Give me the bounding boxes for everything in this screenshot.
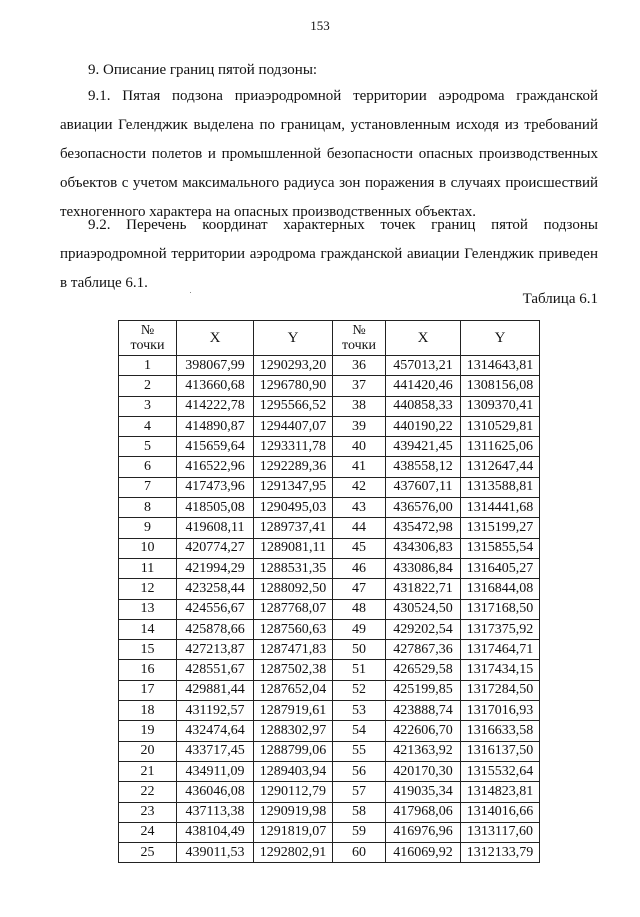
cell-y: 1296780,90 [254, 376, 333, 396]
header-point-word-2: точки [342, 338, 376, 353]
cell-point-number-2: 37 [333, 376, 386, 396]
cell-y: 1287919,61 [254, 701, 333, 721]
cell-point-number-2: 53 [333, 701, 386, 721]
cell-y-2: 1317464,71 [461, 640, 540, 660]
table-row [119, 640, 540, 660]
cell-x-2: 429202,54 [386, 619, 461, 639]
cell-y-2: 1313117,60 [461, 822, 540, 842]
table-header-row [119, 321, 540, 356]
cell-point-number: 1 [119, 356, 177, 376]
cell-x-2: 419035,34 [386, 782, 461, 802]
header-number-sign: № [140, 323, 155, 338]
cell-y: 1290919,98 [254, 802, 333, 822]
cell-x: 436046,08 [177, 782, 254, 802]
scan-speck [190, 292, 191, 293]
table-row [119, 599, 540, 619]
cell-point-number-2: 60 [333, 843, 386, 863]
cell-x-2: 422606,70 [386, 721, 461, 741]
cell-y: 1288799,06 [254, 741, 333, 761]
cell-point-number-2: 46 [333, 558, 386, 578]
cell-point-number-2: 54 [333, 721, 386, 741]
cell-x: 425878,66 [177, 619, 254, 639]
cell-y-2: 1317375,92 [461, 619, 540, 639]
cell-point-number: 6 [119, 457, 177, 477]
cell-point-number-2: 55 [333, 741, 386, 761]
cell-x: 427213,87 [177, 640, 254, 660]
cell-point-number: 5 [119, 437, 177, 457]
cell-x: 414222,78 [177, 396, 254, 416]
table-row [119, 741, 540, 761]
coordinates-table-body [119, 356, 540, 863]
cell-y: 1289403,94 [254, 761, 333, 781]
cell-point-number-2: 49 [333, 619, 386, 639]
cell-y: 1289737,41 [254, 518, 333, 538]
cell-x-2: 421363,92 [386, 741, 461, 761]
cell-x-2: 439421,45 [386, 437, 461, 457]
cell-y: 1287502,38 [254, 660, 333, 680]
table-row [119, 579, 540, 599]
cell-y-2: 1316633,58 [461, 721, 540, 741]
cell-x-2: 437607,11 [386, 477, 461, 497]
table-row [119, 782, 540, 802]
cell-x-2: 436576,00 [386, 498, 461, 518]
cell-y-2: 1317434,15 [461, 660, 540, 680]
table-row [119, 680, 540, 700]
section-heading: 9. Описание границ пятой подзоны: [88, 62, 318, 78]
cell-x-2: 416976,96 [386, 822, 461, 842]
table-row [119, 396, 540, 416]
cell-x-2: 440858,33 [386, 396, 461, 416]
paragraph-9-1: 9.1. Пятая подзона приаэродромной территории аэродрома гражданской авиации Геленджик выделена по границам, установленным исходя из требований безопасности полетов и промышленной безопасности опасных производственных объектов с учетом максимального радиуса зон поражения в случаях происшествий техногенного характера на опасных производственных объектах. [60, 88, 598, 220]
cell-point-number-2: 50 [333, 640, 386, 660]
header-x-2: X [386, 321, 461, 356]
cell-point-number-2: 40 [333, 437, 386, 457]
cell-x: 417473,96 [177, 477, 254, 497]
table-row [119, 619, 540, 639]
table-row [119, 437, 540, 457]
cell-x-2: 423888,74 [386, 701, 461, 721]
cell-y: 1290293,20 [254, 356, 333, 376]
cell-point-number-2: 44 [333, 518, 386, 538]
cell-point-number: 13 [119, 599, 177, 619]
cell-point-number: 21 [119, 761, 177, 781]
table-caption: Таблица 6.1 [522, 291, 598, 307]
cell-x: 421994,29 [177, 558, 254, 578]
cell-point-number: 16 [119, 660, 177, 680]
cell-y-2: 1314016,66 [461, 802, 540, 822]
cell-point-number: 12 [119, 579, 177, 599]
cell-x: 428551,67 [177, 660, 254, 680]
header-y-2: Y [461, 321, 540, 356]
cell-y-2: 1315199,27 [461, 518, 540, 538]
header-point-number [119, 321, 177, 356]
cell-x-2: 435472,98 [386, 518, 461, 538]
cell-point-number-2: 42 [333, 477, 386, 497]
cell-y-2: 1312133,79 [461, 843, 540, 863]
cell-point-number-2: 51 [333, 660, 386, 680]
cell-point-number-2: 47 [333, 579, 386, 599]
cell-y-2: 1313588,81 [461, 477, 540, 497]
cell-y: 1291347,95 [254, 477, 333, 497]
header-y: Y [254, 321, 333, 356]
cell-y: 1287652,04 [254, 680, 333, 700]
cell-x-2: 420170,30 [386, 761, 461, 781]
cell-y: 1291819,07 [254, 822, 333, 842]
cell-point-number: 20 [119, 741, 177, 761]
cell-x: 413660,68 [177, 376, 254, 396]
cell-point-number: 25 [119, 843, 177, 863]
cell-x-2: 427867,36 [386, 640, 461, 660]
cell-x: 433717,45 [177, 741, 254, 761]
cell-point-number-2: 52 [333, 680, 386, 700]
table-row [119, 518, 540, 538]
cell-x-2: 426529,58 [386, 660, 461, 680]
cell-x: 438104,49 [177, 822, 254, 842]
cell-x-2: 440190,22 [386, 416, 461, 436]
table-row [119, 721, 540, 741]
cell-x-2: 425199,85 [386, 680, 461, 700]
cell-y: 1288302,97 [254, 721, 333, 741]
cell-y: 1289081,11 [254, 538, 333, 558]
cell-point-number: 8 [119, 498, 177, 518]
cell-x-2: 457013,21 [386, 356, 461, 376]
table-row [119, 843, 540, 863]
table-row [119, 558, 540, 578]
cell-point-number: 11 [119, 558, 177, 578]
cell-y-2: 1315855,54 [461, 538, 540, 558]
cell-x-2: 441420,46 [386, 376, 461, 396]
cell-y: 1290495,03 [254, 498, 333, 518]
cell-point-number: 24 [119, 822, 177, 842]
cell-x: 439011,53 [177, 843, 254, 863]
cell-y: 1293311,78 [254, 437, 333, 457]
cell-point-number-2: 43 [333, 498, 386, 518]
cell-x: 419608,11 [177, 518, 254, 538]
cell-y: 1290112,79 [254, 782, 333, 802]
cell-y-2: 1309370,41 [461, 396, 540, 416]
cell-x-2: 438558,12 [386, 457, 461, 477]
table-row [119, 701, 540, 721]
cell-x-2: 434306,83 [386, 538, 461, 558]
cell-y-2: 1314823,81 [461, 782, 540, 802]
cell-y-2: 1312647,44 [461, 457, 540, 477]
cell-y: 1294407,07 [254, 416, 333, 436]
cell-y-2: 1317284,50 [461, 680, 540, 700]
cell-y-2: 1310529,81 [461, 416, 540, 436]
cell-x: 424556,67 [177, 599, 254, 619]
cell-x: 437113,38 [177, 802, 254, 822]
header-point-number-2 [333, 321, 386, 356]
header-number-sign-2: № [352, 323, 366, 338]
cell-y-2: 1315532,64 [461, 761, 540, 781]
table-row [119, 802, 540, 822]
cell-x: 432474,64 [177, 721, 254, 741]
cell-x-2: 433086,84 [386, 558, 461, 578]
cell-x: 414890,87 [177, 416, 254, 436]
page-number: 153 [310, 18, 330, 33]
cell-x-2: 417968,06 [386, 802, 461, 822]
cell-x-2: 416069,92 [386, 843, 461, 863]
cell-point-number-2: 56 [333, 761, 386, 781]
table-row [119, 822, 540, 842]
cell-point-number: 3 [119, 396, 177, 416]
cell-y: 1287560,63 [254, 619, 333, 639]
cell-y: 1287768,07 [254, 599, 333, 619]
cell-point-number: 17 [119, 680, 177, 700]
cell-point-number: 18 [119, 701, 177, 721]
cell-point-number-2: 41 [333, 457, 386, 477]
table-row [119, 356, 540, 376]
cell-x: 429881,44 [177, 680, 254, 700]
cell-x: 434911,09 [177, 761, 254, 781]
cell-y: 1288092,50 [254, 579, 333, 599]
cell-point-number: 22 [119, 782, 177, 802]
cell-point-number: 15 [119, 640, 177, 660]
cell-point-number-2: 57 [333, 782, 386, 802]
table-row [119, 660, 540, 680]
cell-point-number-2: 36 [333, 356, 386, 376]
cell-point-number-2: 45 [333, 538, 386, 558]
cell-x: 415659,64 [177, 437, 254, 457]
cell-point-number: 10 [119, 538, 177, 558]
cell-point-number-2: 39 [333, 416, 386, 436]
cell-y-2: 1316405,27 [461, 558, 540, 578]
coordinates-table [118, 320, 540, 863]
cell-y: 1295566,52 [254, 396, 333, 416]
cell-x: 420774,27 [177, 538, 254, 558]
table-row [119, 477, 540, 497]
table-row [119, 498, 540, 518]
cell-x: 416522,96 [177, 457, 254, 477]
cell-point-number: 4 [119, 416, 177, 436]
table-row [119, 761, 540, 781]
cell-point-number-2: 58 [333, 802, 386, 822]
cell-y-2: 1316137,50 [461, 741, 540, 761]
cell-point-number: 19 [119, 721, 177, 741]
cell-point-number: 7 [119, 477, 177, 497]
cell-x: 418505,08 [177, 498, 254, 518]
header-x: X [177, 321, 254, 356]
cell-y-2: 1314441,68 [461, 498, 540, 518]
cell-y-2: 1311625,06 [461, 437, 540, 457]
header-point-word: точки [130, 338, 165, 353]
table-row [119, 457, 540, 477]
cell-y: 1292802,91 [254, 843, 333, 863]
cell-x-2: 431822,71 [386, 579, 461, 599]
cell-y-2: 1317016,93 [461, 701, 540, 721]
cell-y-2: 1308156,08 [461, 376, 540, 396]
cell-y: 1288531,35 [254, 558, 333, 578]
cell-x: 398067,99 [177, 356, 254, 376]
cell-y-2: 1317168,50 [461, 599, 540, 619]
paragraph-9-2: 9.2. Перечень координат характерных точек границ пятой подзоны приаэродромной территории аэродрома гражданской авиации Геленджик приведен в таблице 6.1. [60, 217, 598, 291]
cell-point-number-2: 48 [333, 599, 386, 619]
cell-point-number: 14 [119, 619, 177, 639]
cell-x: 431192,57 [177, 701, 254, 721]
cell-point-number: 9 [119, 518, 177, 538]
cell-point-number: 2 [119, 376, 177, 396]
cell-x-2: 430524,50 [386, 599, 461, 619]
table-row [119, 376, 540, 396]
cell-y: 1292289,36 [254, 457, 333, 477]
cell-point-number-2: 59 [333, 822, 386, 842]
cell-y: 1287471,83 [254, 640, 333, 660]
cell-point-number-2: 38 [333, 396, 386, 416]
table-row [119, 538, 540, 558]
cell-point-number: 23 [119, 802, 177, 822]
cell-y-2: 1316844,08 [461, 579, 540, 599]
cell-y-2: 1314643,81 [461, 356, 540, 376]
cell-x: 423258,44 [177, 579, 254, 599]
table-row [119, 416, 540, 436]
